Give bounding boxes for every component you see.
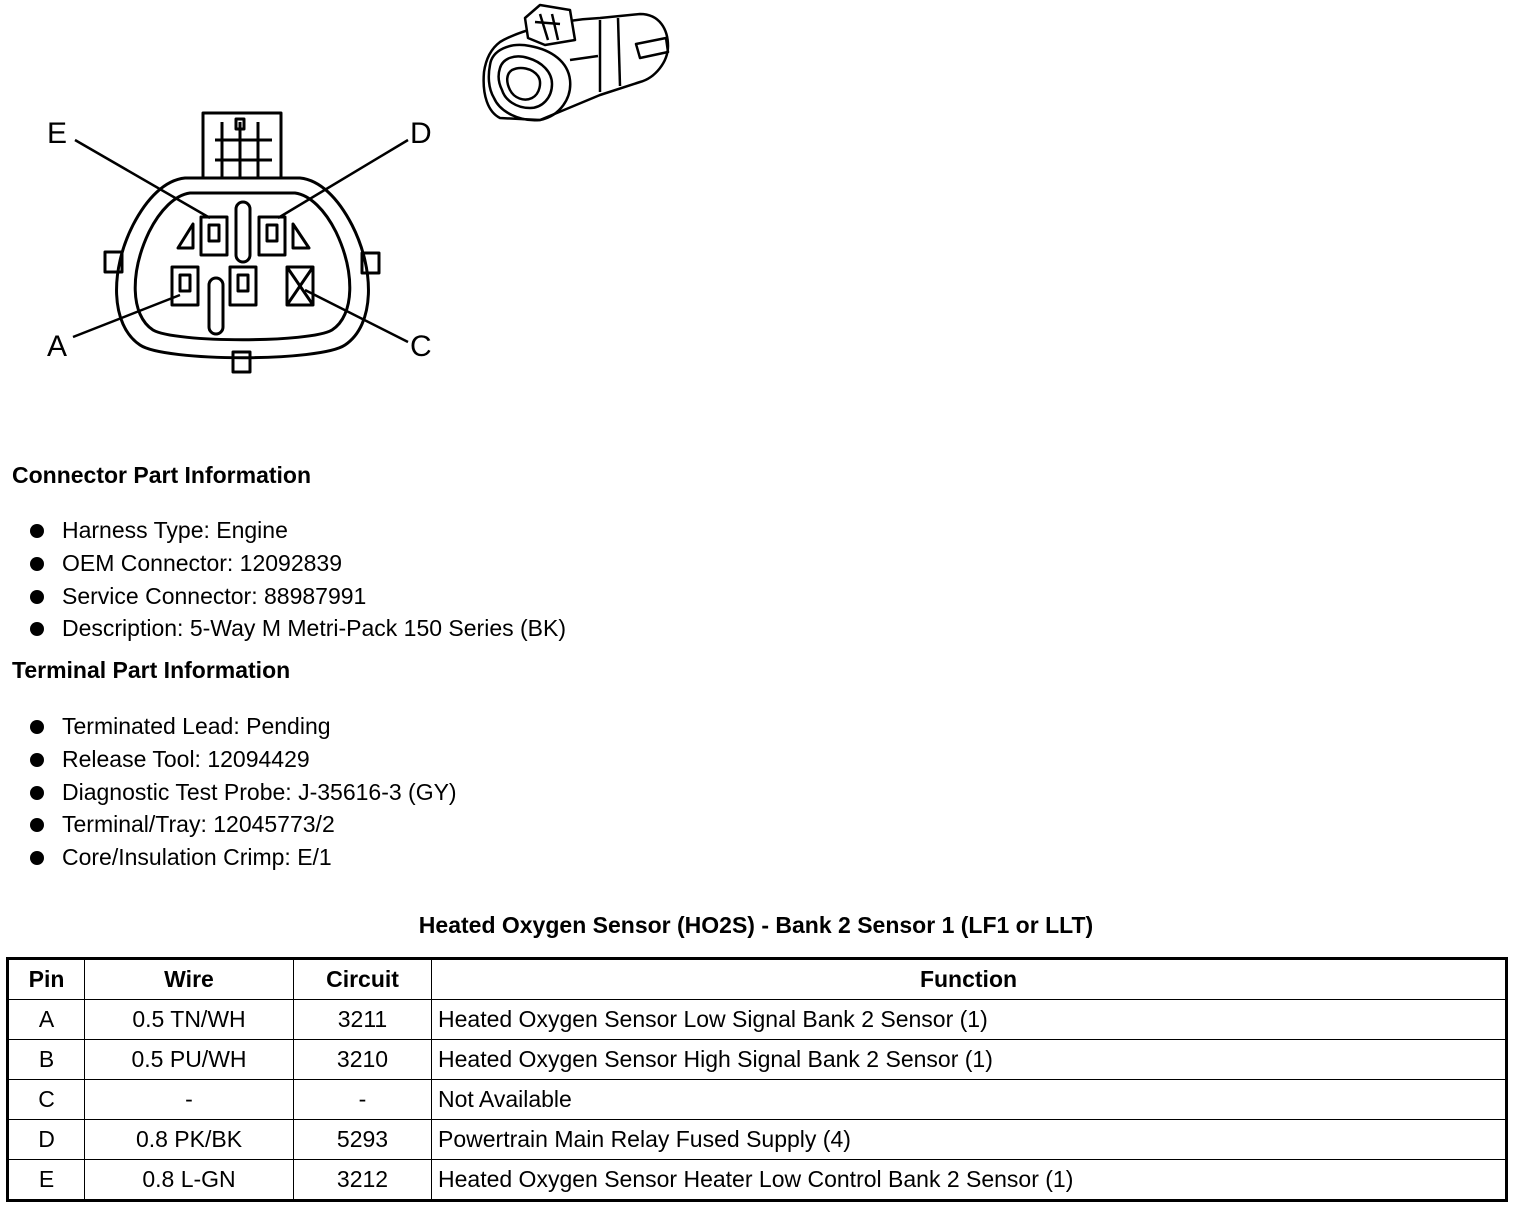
cell-pin: D [8, 1120, 85, 1160]
bullet-icon [30, 818, 44, 832]
bullet-icon [30, 720, 44, 734]
header-circuit: Circuit [294, 959, 432, 1000]
terminal-info-list [30, 710, 457, 874]
cavity-e [201, 217, 227, 255]
pin-label-c: C [410, 330, 432, 363]
pin-label-d: D [410, 117, 432, 150]
list-item: Terminal/Tray: 12045773/2 [30, 808, 457, 841]
connector-info-title: Connector Part Information [12, 462, 312, 488]
bullet-icon [30, 786, 44, 800]
pinout-table-title: Heated Oxygen Sensor (HO2S) - Bank 2 Sensor 1 (LF1 or LLT) [418, 912, 1094, 938]
connector-info-list [30, 514, 566, 645]
bullet-icon [30, 590, 44, 604]
list-item: Harness Type: Engine [30, 514, 566, 547]
cavity-a [172, 267, 198, 305]
connector-3d-illustration [484, 5, 668, 120]
bullet-icon [30, 557, 44, 571]
cell-wire: - [85, 1080, 294, 1120]
bullet-icon [30, 622, 44, 636]
cell-wire: 0.8 PK/BK [85, 1120, 294, 1160]
terminal-info-title: Terminal Part Information [12, 657, 291, 683]
list-item: Service Connector: 88987991 [30, 580, 566, 613]
table-row [8, 1160, 1507, 1201]
table-row [8, 1000, 1507, 1040]
list-item: Terminated Lead: Pending [30, 710, 457, 743]
cavity-c-blocked [287, 267, 313, 305]
list-item: Release Tool: 12094429 [30, 743, 457, 776]
bullet-icon [30, 851, 44, 865]
bullet-icon [30, 753, 44, 767]
pin-label-a: A [47, 330, 68, 363]
list-item: OEM Connector: 12092839 [30, 547, 566, 580]
header-function: Function [432, 959, 1507, 1000]
table-row [8, 1080, 1507, 1120]
list-item: Diagnostic Test Probe: J-35616-3 (GY) [30, 776, 457, 809]
header-pin: Pin [8, 959, 85, 1000]
table-row [8, 1040, 1507, 1080]
list-item: Description: 5-Way M Metri-Pack 150 Series (BK) [30, 612, 566, 645]
cell-wire: 0.5 TN/WH [85, 1000, 294, 1040]
cell-circuit: 3212 [294, 1160, 432, 1201]
cavity-b [230, 267, 256, 305]
cell-function: Heated Oxygen Sensor Low Signal Bank 2 Sensor (1) [432, 1000, 1507, 1040]
cell-function: Heated Oxygen Sensor High Signal Bank 2 Sensor (1) [432, 1040, 1507, 1080]
cell-circuit: 3211 [294, 1000, 432, 1040]
cell-pin: C [8, 1080, 85, 1120]
cell-wire: 0.5 PU/WH [85, 1040, 294, 1080]
connector-bottom-tab [233, 352, 250, 372]
cell-circuit: 3210 [294, 1040, 432, 1080]
cell-pin: B [8, 1040, 85, 1080]
cell-pin: E [8, 1160, 85, 1201]
cell-function: Not Available [432, 1080, 1507, 1120]
pin-label-e: E [47, 117, 68, 150]
cell-wire: 0.8 L-GN [85, 1160, 294, 1201]
cell-pin: A [8, 1000, 85, 1040]
bullet-icon [30, 524, 44, 538]
cell-circuit: - [294, 1080, 432, 1120]
table-row [8, 1120, 1507, 1160]
cavity-d [259, 217, 285, 255]
connector-latch [203, 113, 281, 178]
list-item: Core/Insulation Crimp: E/1 [30, 841, 457, 874]
cell-circuit: 5293 [294, 1120, 432, 1160]
cell-function: Heated Oxygen Sensor Heater Low Control Bank 2 Sensor (1) [432, 1160, 1507, 1201]
table-header-row [8, 959, 1507, 1000]
connector-face-diagram [0, 0, 700, 400]
pinout-table [6, 957, 1508, 1202]
cell-function: Powertrain Main Relay Fused Supply (4) [432, 1120, 1507, 1160]
header-wire: Wire [85, 959, 294, 1000]
